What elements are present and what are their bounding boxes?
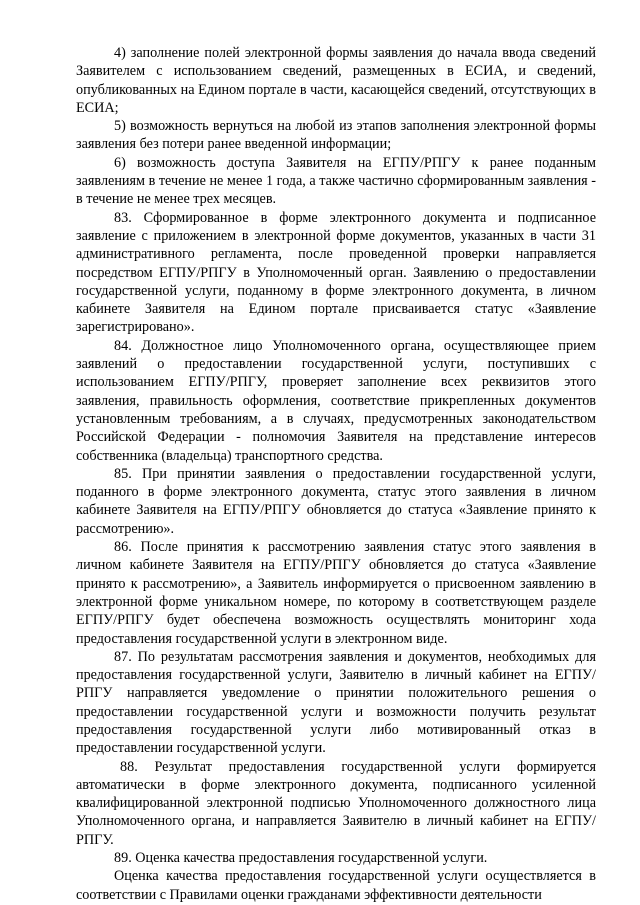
- paragraph-item-6: 6) возможность доступа Заявителя на ЕГПУ/РПГУ к ранее поданным заявлениям в течение не менее 1 года, а также частично сформированным заявления - в течение не менее трех месяцев.: [76, 154, 596, 208]
- paragraph-84: 84. Должностное лицо Уполномоченного органа, осуществляющее прием заявлений о предоставлении государственной услуги, поступивших с использованием ЕГПУ/РПГУ, проверяет заполнение всех реквизитов этого заявления, правильность оформления, соответствие прикрепленных документов установленным требованиям, а в случаях, предусмотренных законодательством Российской Федерации - полномочия Заявителя на представление интересов собственника (владельца) транспортного средства.: [76, 337, 596, 464]
- paragraph-83: 83. Сформированное в форме электронного документа и подписанное заявление с приложением в электронной форме документов, указанных в части 31 административного регламента, после проведенной проверки направляется посредством ЕГПУ/РПГУ в Уполномоченный орган. Заявлению о предоставлении государственной услуги, поданному в форме электронного документа, в личном кабинете Заявителя на Едином портале присваивается статус «Заявление зарегистрировано».: [76, 209, 596, 336]
- paragraph-87: 87. По результатам рассмотрения заявления и документов, необходимых для предоставления государственной услуги, Заявителю в личный кабинет на ЕГПУ/РПГУ направляется уведомление о принятии положительного решения о предоставлении государственной услуги и возможности получить результат предоставления государственной услуги либо мотивированный отказ в предоставлении государственной услуги.: [76, 648, 596, 757]
- paragraph-88: 88. Результат предоставления государственной услуги формируется автоматически в форме электронного документа, подписанного усиленной квалифицированной электронной подписью Уполномоченного должностного лица Уполномоченного органа, и направляется Заявителю в личный кабинет на ЕГПУ/РПГУ.: [76, 758, 596, 848]
- paragraph-item-5: 5) возможность вернуться на любой из этапов заполнения электронной формы заявления без потери ранее введенной информации;: [76, 118, 596, 153]
- paragraph-item-4: 4) заполнение полей электронной формы заявления до начала ввода сведений Заявителем с использованием сведений, размещенных в ЕСИА, и сведений, опубликованных на Едином портале в части, касающейся сведений, отсутствующих в ЕСИА;: [76, 45, 596, 116]
- paragraph-89-heading: 89. Оценка качества предоставления государственной услуги.: [114, 850, 488, 867]
- paragraph-85: 85. При принятии заявления о предоставлении государственной услуги, поданного в форме электронного документа, статус этого заявления в личном кабинете Заявителя на ЕГПУ/РПГУ обновляется до статуса «Заявление принято к рассмотрению».: [76, 465, 596, 537]
- paragraph-quality-assessment: Оценка качества предоставления государственной услуги осуществляется в соответствии с Правилами оценки гражданами эффективности деятельности: [76, 868, 596, 903]
- paragraph-86: 86. После принятия к рассмотрению заявления статус этого заявления в личном кабинете Заявителя на ЕГПУ/РПГУ обновляется до статуса «Заявление принято к рассмотрению», а Заявитель информируется о присвоенном заявлению в электронной форме уникальном номере, по которому в соответствующем разделе ЕГПУ/РПГУ будет обеспечена возможность осуществлять мониторинг хода предоставления государственной услуги в электронном виде.: [76, 539, 596, 647]
